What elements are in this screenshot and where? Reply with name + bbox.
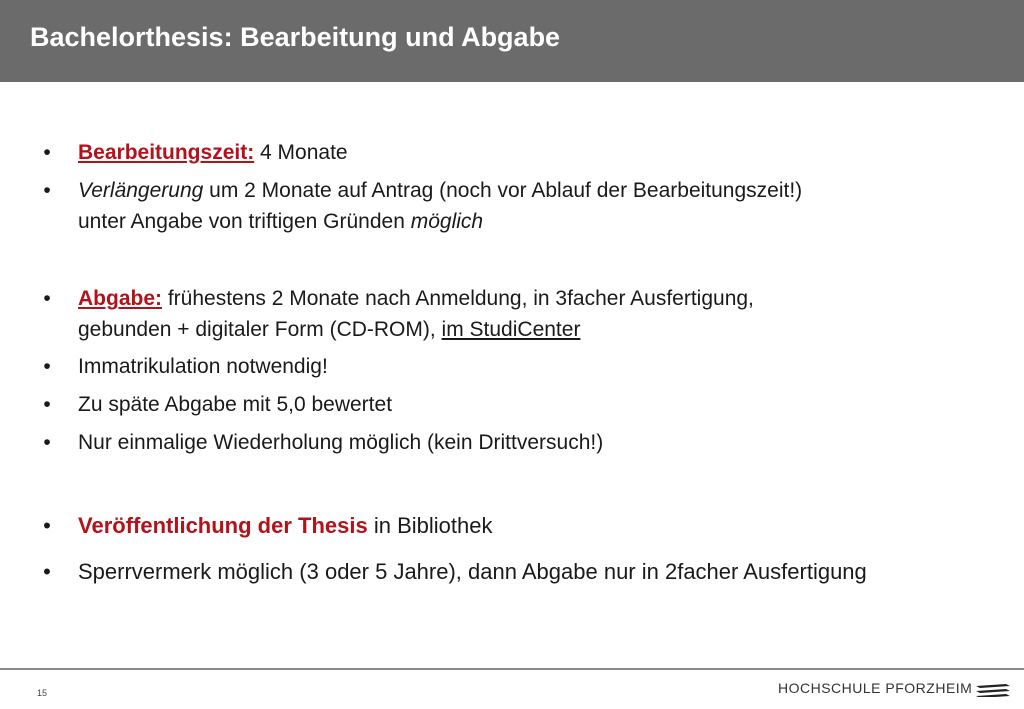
list-item-text: Nur einmalige Wiederholung möglich (kein Drittversuch!) — [78, 431, 604, 454]
bullet: • — [43, 393, 51, 416]
bullet: • — [43, 513, 51, 538]
page-number: 15 — [37, 688, 48, 698]
list-item-text: Abgabe: frühestens 2 Monate nach Anmeldung, in 3facher Ausfertigung, — [78, 287, 754, 310]
bullet: • — [43, 559, 51, 584]
slide-title: Bachelorthesis: Bearbeitung und Abgabe — [30, 22, 561, 52]
footer-divider — [0, 668, 1024, 670]
hochschule-logo-icon — [976, 683, 1010, 697]
list-item-text: Zu späte Abgabe mit 5,0 bewertet — [78, 393, 393, 416]
emphasis-verlaengerung: Verlängerung — [78, 179, 204, 202]
list-item-text: Immatrikulation notwendig! — [78, 355, 328, 378]
underline-studicenter: im StudiCenter — [441, 318, 581, 341]
bullet: • — [43, 431, 51, 454]
title-bar — [0, 0, 1024, 82]
label-bearbeitungszeit: Bearbeitungszeit: — [78, 141, 255, 164]
label-veroeffentlichung: Veröffentlichung der Thesis — [78, 513, 368, 538]
bullet: • — [43, 179, 51, 202]
list-item-text: Verlängerung um 2 Monate auf Antrag (noch vor Ablauf der Bearbeitungszeit!) — [78, 179, 803, 202]
bullet: • — [43, 355, 51, 378]
emphasis-moeglich: möglich — [410, 210, 484, 233]
bullet: • — [43, 141, 51, 164]
label-abgabe: Abgabe: — [78, 287, 162, 310]
list-item-text: Bearbeitungszeit: 4 Monate — [78, 141, 348, 164]
list-item-text: Veröffentlichung der Thesis in Bibliothek — [78, 513, 493, 538]
list-item-text: Sperrvermerk möglich (3 oder 5 Jahre), dann Abgabe nur in 2facher Ausfertigung — [78, 559, 867, 584]
bullet: • — [43, 287, 51, 310]
brand-name: HOCHSCHULE PFORZHEIM — [778, 680, 973, 696]
